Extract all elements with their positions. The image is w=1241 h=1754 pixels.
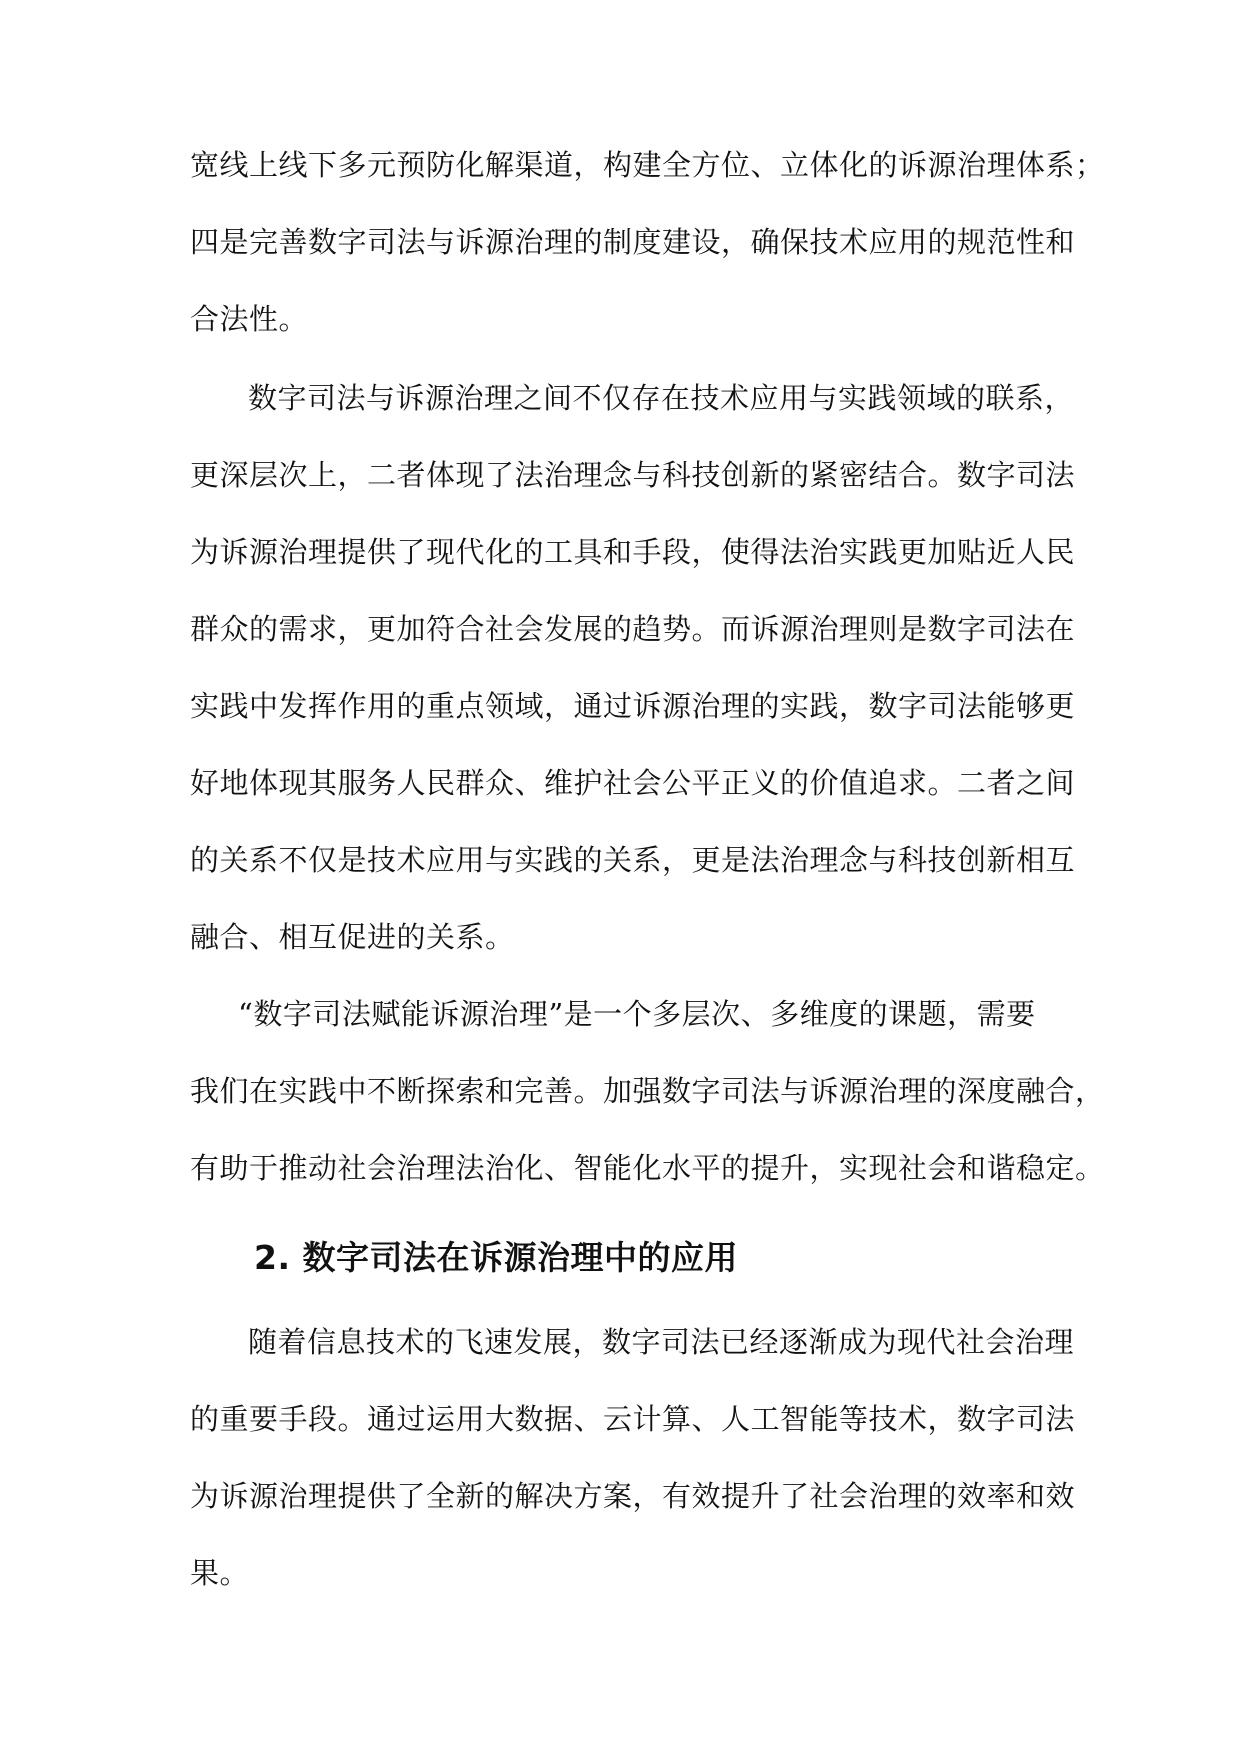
paragraph-3-line-1: “数字司法赋能诉源治理”是一个多层次、多维度的课题，需要	[238, 997, 1036, 1031]
paragraph-2-line-5: 实践中发挥作用的重点领域，通过诉源治理的实践，数字司法能够更	[190, 689, 1076, 723]
paragraph-2-line-8: 融合、相互促进的关系。	[190, 920, 515, 954]
paragraph-2-line-7: 的关系不仅是技术应用与实践的关系，更是法治理念与科技创新相互	[190, 843, 1076, 877]
paragraph-2-line-4: 群众的需求，更加符合社会发展的趋势。而诉源治理则是数字司法在	[190, 612, 1076, 646]
paragraph-2-line-6: 好地体现其服务人民群众、维护社会公平正义的价值追求。二者之间	[190, 766, 1076, 800]
section-paragraph-line-3: 为诉源治理提供了全新的解决方案，有效提升了社会治理的效率和效	[190, 1479, 1076, 1513]
paragraph-1-line-2: 四是完善数字司法与诉源治理的制度建设，确保技术应用的规范性和	[190, 225, 1076, 259]
paragraph-1-line-1: 宽线上线下多元预防化解渠道，构建全方位、立体化的诉源治理体系；	[190, 148, 1105, 182]
section-heading: 2. 数字司法在诉源治理中的应用	[254, 1238, 738, 1277]
paragraph-2-line-1: 数字司法与诉源治理之间不仅存在技术应用与实践领域的联系，	[248, 381, 1075, 415]
section-paragraph-line-1: 随着信息技术的飞速发展，数字司法已经逐渐成为现代社会治理	[248, 1325, 1075, 1359]
section-paragraph-line-2: 的重要手段。通过运用大数据、云计算、人工智能等技术，数字司法	[190, 1402, 1076, 1436]
paragraph-2-line-3: 为诉源治理提供了现代化的工具和手段，使得法治实践更加贴近人民	[190, 535, 1076, 569]
paragraph-3-line-2: 我们在实践中不断探索和完善。加强数字司法与诉源治理的深度融合，	[190, 1074, 1105, 1108]
paragraph-3-line-3: 有助于推动社会治理法治化、智能化水平的提升，实现社会和谐稳定。	[190, 1151, 1105, 1185]
paragraph-1-line-3: 合法性。	[190, 302, 309, 336]
section-paragraph-line-4: 果。	[190, 1556, 250, 1590]
paragraph-2-line-2: 更深层次上，二者体现了法治理念与科技创新的紧密结合。数字司法	[190, 458, 1076, 492]
